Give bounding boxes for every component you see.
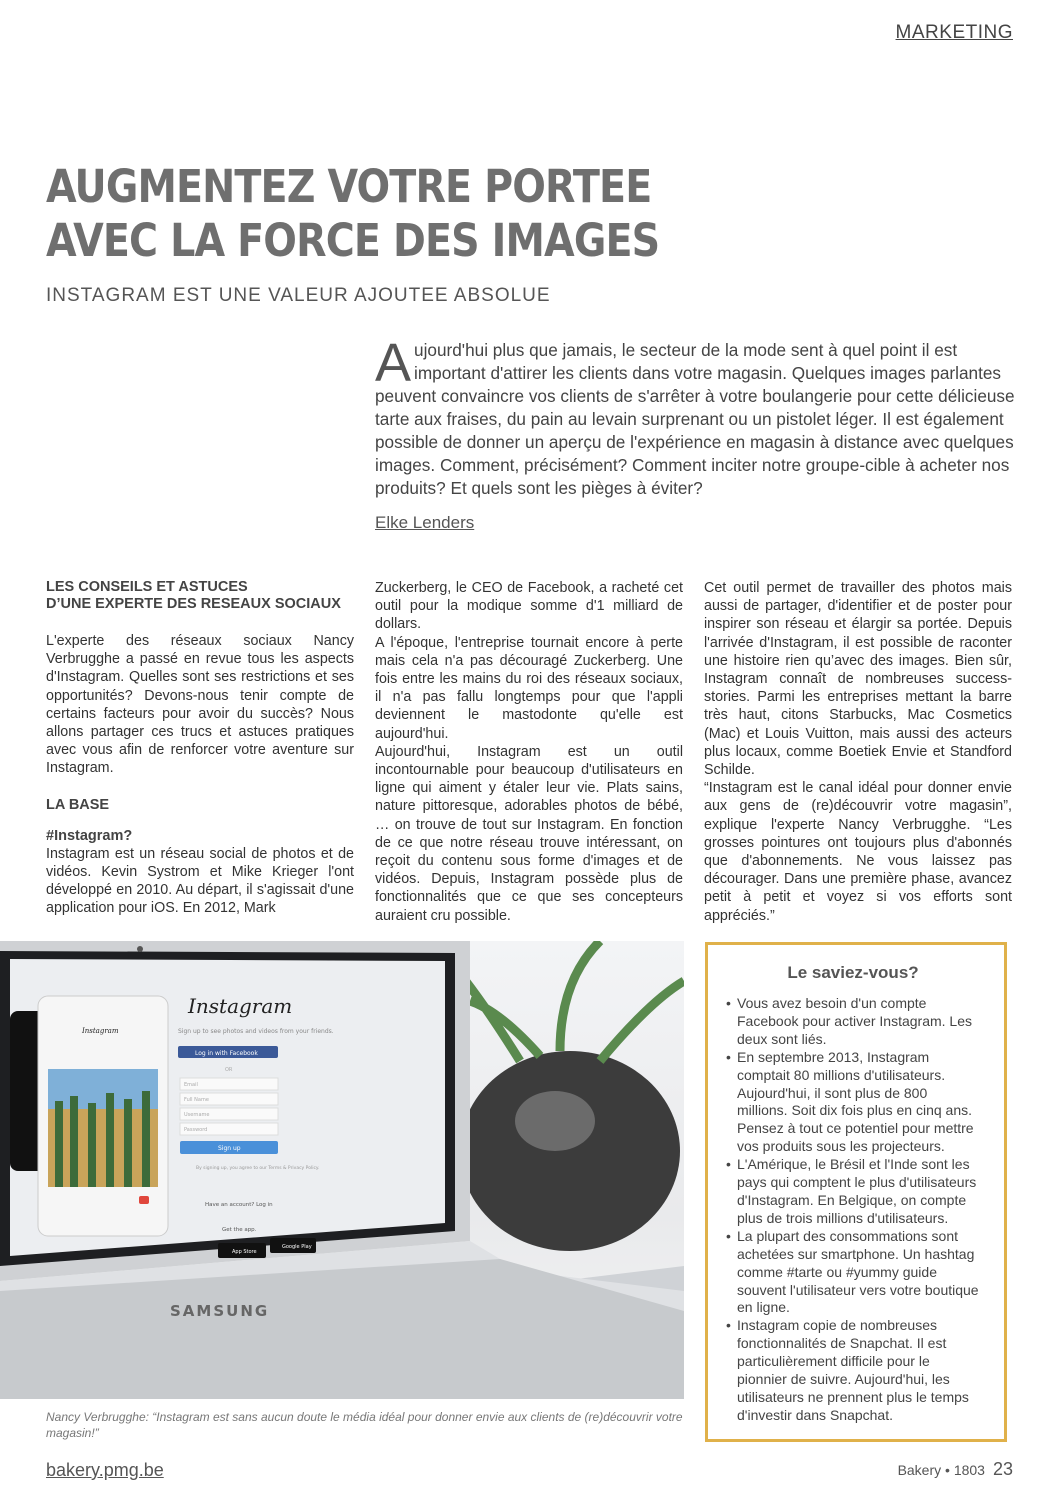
photo-caption: Nancy Verbrugghe: “Instagram est sans aucun doute le média idéal pour donner envie aux clients de (re)découvrir votre magasin!”	[46, 1410, 683, 1440]
footer-website-link[interactable]: bakery.pmg.be	[46, 1460, 164, 1480]
plant-leaves	[440, 941, 684, 1061]
app-store-label: App Store	[232, 1249, 257, 1255]
have-account-link: Have an account? Log in	[205, 1202, 273, 1208]
facebook-login-label: Log in with Facebook	[195, 1050, 258, 1057]
paragraph: “Instagram est le canal idéal pour donner envie aux gens de (re)découvrir votre magasin”, explique l'experte Nancy Verbrugghe. “Les grosses pointures ont toujours plus d'abonnés que d'abonnements. Ne vous laissez pas décourager. Dans une première phase, avancez petit à petit et voyez si vos efforts sont appréciés.”	[704, 780, 1012, 924]
heading-line-2: D’UNE EXPERTE DES RESEAUX SOCIAUX	[46, 596, 341, 612]
heading-line-1: LES CONSEILS ET ASTUCES	[46, 579, 248, 595]
page-number: 23	[992, 1459, 1013, 1479]
email-field: Email	[184, 1082, 198, 1088]
google-play-label: Google Play	[282, 1244, 312, 1250]
terms-text: By signing up, you agree to our Terms & Privacy Policy.	[196, 1166, 320, 1171]
paragraph: Instagram est un réseau social de photos et de vidéos. Kevin Systrom et Mike Krieger l'ont développé en 2010. Au départ, il s'agissait d'une application pour iOS. En 2012, Mark	[46, 845, 354, 917]
did-you-know-box	[705, 942, 1007, 1442]
instagram-logo: Instagram	[188, 994, 293, 1018]
box-title: Le saviez-vous?	[787, 963, 919, 982]
intro-text: ujourd'hui plus que jamais, le secteur de la mode sent à quel point il est important d'attirer les clients dans votre magasin. Quelques images parlantes peuvent convaincre vos clients de s'arrêter à votre boulangerie pour cette délicieuse tarte aux fraises, du pain au levain surprenant ou un pistolet léger. Il est également possible de donner un aperçu de l'expérience en magasin à distance avec quelques images. Comment, précisément? Comment inciter notre groupe-cible à acheter nos produits? Et quels sont les pièges à éviter?	[375, 340, 1015, 498]
signup-text: Sign up to see photos and videos from your friends.	[178, 1028, 334, 1035]
box-list	[726, 995, 980, 1425]
laptop-photo-illustration	[0, 941, 684, 1399]
list-item: • Vous avez besoin d'un compte Facebook pour activer Instagram. Les deux sont liés.	[726, 995, 980, 1049]
magazine-issue: Bakery • 1803	[897, 1462, 985, 1478]
column-1	[46, 579, 354, 917]
laptop-brand: SAMSUNG	[170, 1302, 270, 1320]
column-2	[375, 579, 683, 925]
password-field: Password	[184, 1127, 208, 1133]
paragraph: Cet outil permet de travailler des photos mais aussi de partager, d'identifier et de poster pour inspirer son réseau et élargir sa portée. Depuis l'arrivée d'Instagram, il est possible de raconter une histoire rien qu’avec des images. Bien sûr, Instagram connaît de nombreuses success-stories. Parmi les entreprises mettant la barre très haut, citons Starbucks, Mac Cosmetics (Mac) et Louis Vuitton, mais aussi des acteurs plus locaux, comme Boetiek Envie et Standford Schilde.	[704, 580, 1012, 779]
footer-issue-info	[898, 1459, 1013, 1480]
title-line-2: AVEC LA FORCE DES IMAGES	[46, 214, 660, 267]
paragraph: A l'époque, l'entreprise tournait encore à perte mais cela n'a pas découragé Zuckerberg. Une fois entre les mains du roi des réseaux sociaux, il n'a pas fallu longtemps pour que l'appli deviennent le mastodonte qu'elle est aujourd'hui.	[375, 634, 683, 742]
article-photo	[0, 941, 684, 1399]
phone-instagram-logo: Instagram	[82, 1027, 119, 1035]
or-label: OR	[225, 1067, 233, 1073]
author-byline: Elke Lenders	[375, 513, 475, 532]
section-tag: MARKETING	[895, 22, 1013, 43]
list-item: • La plupart des consommations sont achetées sur smartphone. Un hashtag comme #tarte ou #yummy guide souvent l'utilisateur vers votre boutique en ligne.	[726, 1228, 980, 1318]
section-heading	[46, 579, 354, 613]
paragraph: Aujourd'hui, Instagram est un outil incontournable pour beaucoup d'utilisateurs en ligne qui aiment y étaler leur vie. Plats sains, nature pittoresque, adorables photos de bébé, … on trouve de tout sur Instagram. En fonction de ce que notre réseau trouve intéressant, on reçoit du contenu sous forme d'images et de vidéos. Depuis, Instagram possède plus de fonctionnalités que ce que ses concepteurs auraient cru possible.	[375, 743, 683, 924]
title-line-1: AUGMENTEZ VOTRE PORTEE	[46, 160, 652, 213]
column-3	[704, 579, 1012, 925]
signup-button-label: Sign up	[218, 1145, 241, 1152]
list-item: • En septembre 2013, Instagram comptait 80 millions d'utilisateurs. Aujourd'hui, il sont plus de 800 millions. Soit dix fois plus en cinq ans. Pensez à tout ce potentiel pour mettre vos produits sous les projecteurs.	[726, 1049, 980, 1156]
subheading-instagram: #Instagram?	[46, 827, 133, 844]
section-heading-base: LA BASE	[46, 796, 110, 813]
article-intro	[375, 333, 1015, 500]
paragraph: Zuckerberg, le CEO de Facebook, a racheté cet outil pour la modique somme d'1 milliard de dollars.	[375, 580, 683, 633]
plant-pot	[460, 1051, 680, 1251]
drop-cap: A	[375, 333, 412, 393]
get-app-text: Get the app.	[222, 1227, 257, 1233]
article-subtitle: INSTAGRAM EST UNE VALEUR AJOUTEE ABSOLUE	[46, 285, 551, 306]
username-field: Username	[184, 1112, 210, 1118]
list-item: • L'Amérique, le Brésil et l'Inde sont les pays qui comptent le plus d'utilisateurs d'Instagram. En Belgique, on compte plus de trois millions d'utilisateurs.	[726, 1156, 980, 1228]
paragraph: L'experte des réseaux sociaux Nancy Verbrugghe a passé en revue tous les aspects d'Instagram. Quelles sont ses restrictions et ses opportunités? Devons-nous tenir compte de certains facteurs pour avoir du succès? Nous allons partager ces trucs et astuces pratiques avec vous afin de renforcer votre aventure sur Instagram.	[46, 633, 354, 777]
list-item: • Instagram copie de nombreuses fonctionnalités de Snapchat. Il est particulièrement difficile pour le pionnier de suivre. Aujourd'hui, les utilisateurs ne prennent plus le temps d'investir dans Snapchat.	[726, 1317, 980, 1424]
article-title	[46, 160, 750, 268]
full-name-field: Full Name	[184, 1097, 209, 1103]
